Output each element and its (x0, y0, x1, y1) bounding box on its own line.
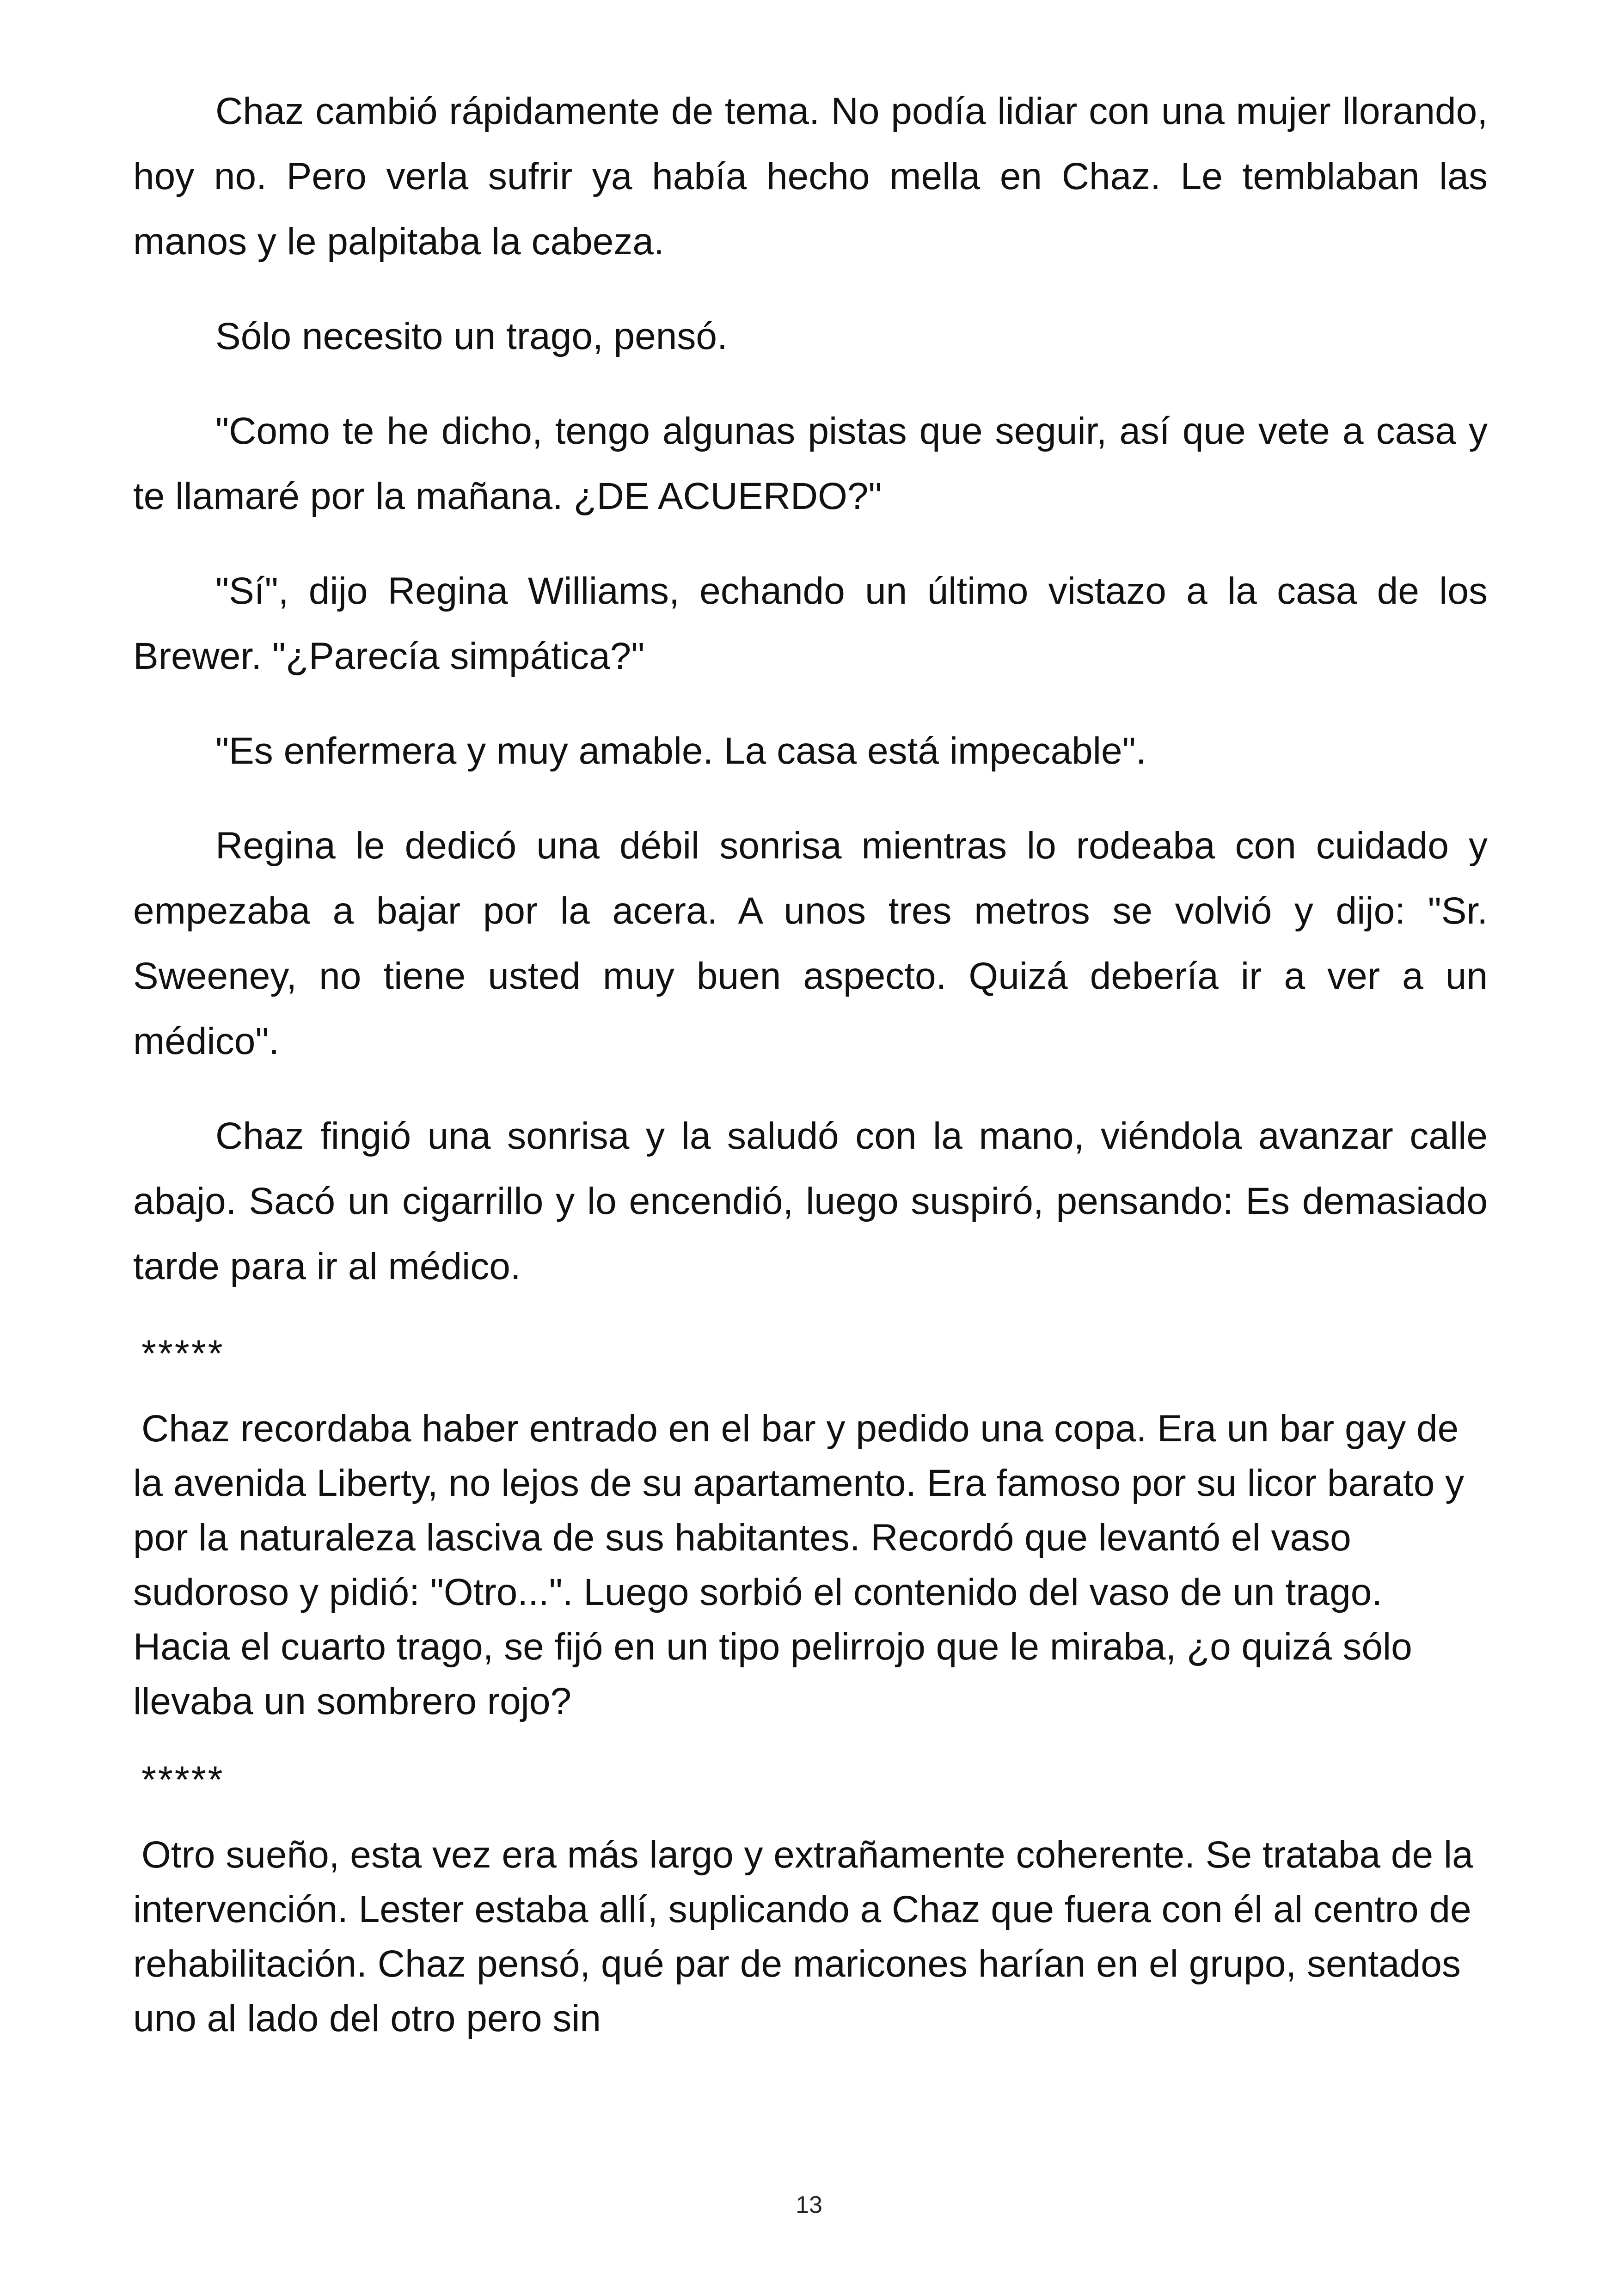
paragraph-4: "Sí", dijo Regina Williams, echando un último vistazo a la casa de los Brewer. "¿Parecía simpática?" (133, 570, 1488, 677)
document-page (133, 79, 1488, 2072)
section-separator: ***** (141, 1759, 225, 1801)
paragraph-3: "Como te he dicho, tengo algunas pistas que seguir, así que vete a casa y te llamaré por la mañana. ¿DE ACUERDO?" (133, 410, 1488, 517)
section-3-text: Otro sueño, esta vez era más largo y extrañamente coherente. Se trataba de la intervención. Lester estaba allí, suplicando a Chaz que fuera con él al centro de rehabilitación. Chaz pensó, qué par de maricones harían en el grupo, sentados uno al lado del otro pero sin (133, 1834, 1473, 2039)
paragraph-5: "Es enfermera y muy amable. La casa está impecable". (215, 730, 1146, 772)
paragraph-2: Sólo necesito un trago, pensó. (215, 315, 728, 357)
page-number: 13 (796, 2192, 822, 2218)
section-separator: ***** (141, 1333, 225, 1375)
paragraph-7: Chaz fingió una sonrisa y la saludó con la mano, viéndola avanzar calle abajo. Sacó un cigarrillo y lo encendió, luego suspiró, pensando: Es demasiado tarde para ir al médico. (133, 1115, 1488, 1287)
section-2-text: Chaz recordaba haber entrado en el bar y pedido una copa. Era un bar gay de la avenida Liberty, no lejos de su apartamento. Era famoso por su licor barato y por la naturaleza lasciva de sus habitantes. Recordó que levantó el vaso sudoroso y pidió: "Otro...". Luego sorbió el contenido del vaso de un trago. Hacia el cuarto trago, se fijó en un tipo pelirrojo que le miraba, ¿o quizá sólo llevaba un sombrero rojo? (133, 1408, 1465, 1722)
paragraph-6: Regina le dedicó una débil sonrisa mientras lo rodeaba con cuidado y empezaba a bajar por la acera. A unos tres metros se volvió y dijo: "Sr. Sweeney, no tiene usted muy buen aspecto. Quizá debería ir a ver a un médico". (133, 825, 1488, 1062)
paragraph-1: Chaz cambió rápidamente de tema. No podía lidiar con una mujer llorando, hoy no. Pero verla sufrir ya había hecho mella en Chaz. Le temblaban las manos y le palpitaba la cabeza. (133, 90, 1488, 263)
